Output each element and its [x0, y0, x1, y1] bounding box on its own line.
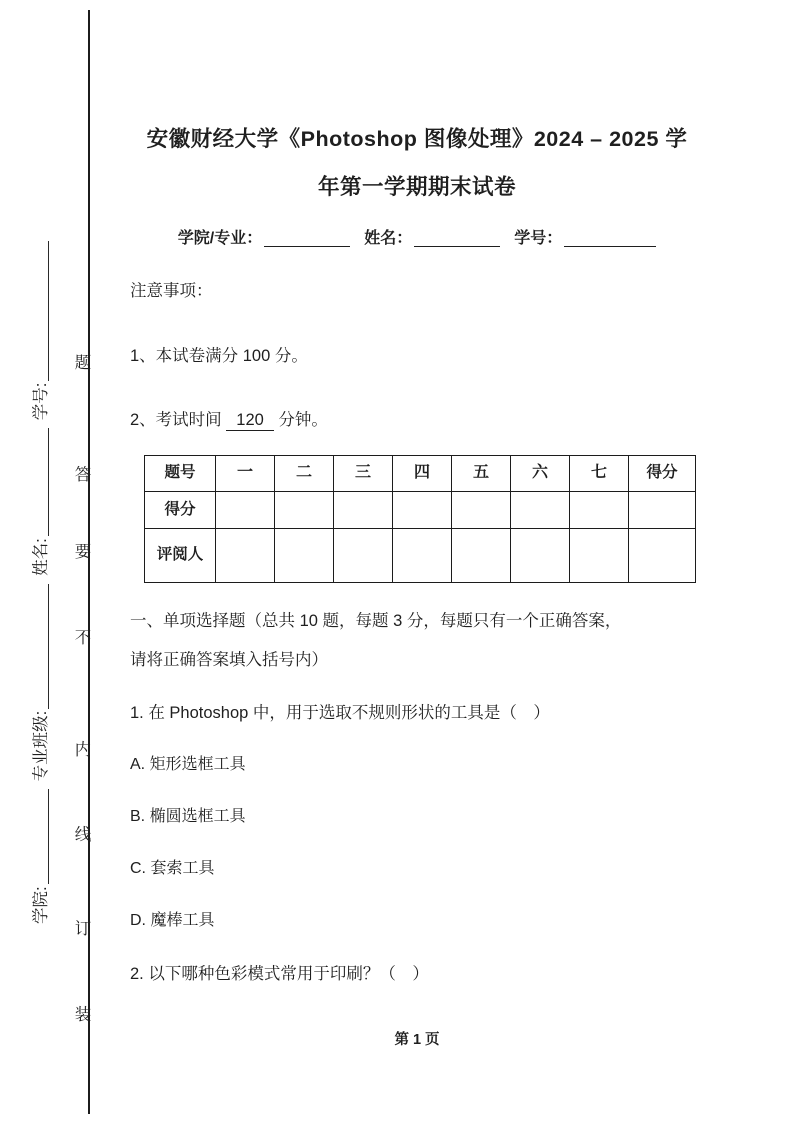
- vertical-field-blank: [32, 428, 49, 536]
- vertical-field-label: 姓名:: [32, 538, 50, 576]
- vertical-field-major-class: [27, 580, 51, 782]
- info-field-college-major: [178, 230, 350, 247]
- score-cell: [334, 491, 393, 528]
- notice-item-2: [130, 412, 704, 431]
- binding-rule-line: [88, 10, 90, 1114]
- score-cell: [393, 491, 452, 528]
- exam-body: [130, 126, 704, 1047]
- score-table-row-score: [145, 491, 696, 528]
- binding-char: 订: [74, 920, 92, 938]
- score-cell: [570, 491, 629, 528]
- info-field-label: 姓名：: [364, 230, 413, 247]
- binding-char: 要: [74, 543, 92, 561]
- score-row-label: 得分: [145, 491, 216, 528]
- score-cell: [216, 528, 275, 582]
- score-cell: [216, 491, 275, 528]
- info-field-blank: [414, 230, 500, 247]
- vertical-field-blank: [32, 584, 49, 709]
- binding-char: 装: [74, 1006, 92, 1024]
- info-field-name: [364, 230, 500, 247]
- page-number: 第 1 页: [394, 1031, 440, 1048]
- score-table-header-cell: 一: [216, 455, 275, 491]
- score-cell: [511, 528, 570, 582]
- question-1-option-c: C. 套索工具: [130, 860, 215, 877]
- binding-char: 答: [74, 466, 92, 484]
- question-2: 2. 以下哪种色彩模式常用于印刷？（ ）: [130, 965, 429, 983]
- vertical-field-student-id: [27, 237, 51, 421]
- score-table-header-cell: 得分: [629, 455, 696, 491]
- notice-heading: 注意事项：: [130, 282, 213, 300]
- score-cell: [629, 491, 696, 528]
- vertical-field-blank: [32, 789, 49, 884]
- section1-heading-line1: 一、单项选择题（总共 10 题，每题 3 分，每题只有一个正确答案，: [130, 611, 622, 630]
- score-table: [144, 455, 696, 583]
- vertical-field-name: [27, 424, 51, 576]
- question-1: 1. 在 Photoshop 中，用于选取不规则形状的工具是（ ）: [130, 703, 550, 722]
- notice-item-1: 1、本试卷满分 100 分。: [130, 346, 308, 365]
- grader-row-label: 评阅人: [145, 528, 216, 582]
- vertical-field-college: [27, 785, 51, 924]
- notice-item-2-post: 分钟。: [278, 411, 328, 429]
- score-cell: [511, 491, 570, 528]
- question-1-option-d: D. 魔棒工具: [130, 912, 215, 929]
- binding-char: 不: [74, 629, 92, 647]
- vertical-field-label: 学号:: [32, 382, 50, 421]
- score-cell: [334, 528, 393, 582]
- vertical-field-blank: [32, 241, 49, 381]
- score-table-header-cell: 题号: [145, 455, 216, 491]
- question-1-option-a: A. 矩形选框工具: [130, 756, 246, 773]
- binding-char: 线: [74, 826, 92, 844]
- score-table-header-cell: 五: [452, 455, 511, 491]
- score-table-header-cell: 六: [511, 455, 570, 491]
- section1-heading: [130, 613, 704, 669]
- info-field-label: 学号：: [514, 230, 563, 247]
- vertical-field-label: 专业班级:: [32, 710, 50, 782]
- section1-heading-line2: 请将正确答案填入括号内）: [130, 650, 328, 669]
- score-cell: [452, 491, 511, 528]
- score-cell: [629, 528, 696, 582]
- score-cell: [570, 528, 629, 582]
- student-info-row: [130, 230, 704, 247]
- score-cell: [275, 491, 334, 528]
- info-field-label: 学院/专业：: [177, 230, 263, 247]
- score-table-row-grader: [145, 528, 696, 582]
- exam-title-line2: 年第一学期期末试卷: [317, 175, 516, 199]
- score-table-header-row: [145, 455, 696, 491]
- score-table-header-cell: 二: [275, 455, 334, 491]
- score-table-header-cell: 三: [334, 455, 393, 491]
- binding-char: 内: [74, 741, 92, 759]
- exam-duration-underlined: 120: [226, 412, 274, 431]
- info-field-blank: [564, 230, 656, 247]
- info-field-student-id: [514, 230, 656, 247]
- vertical-field-label: 学院:: [32, 886, 50, 924]
- score-cell: [393, 528, 452, 582]
- vertical-student-info: [26, 112, 52, 924]
- score-table-header-cell: 四: [393, 455, 452, 491]
- score-table-header-cell: 七: [570, 455, 629, 491]
- question-1-option-b: B. 椭圆选框工具: [130, 808, 246, 825]
- binding-char: 题: [74, 354, 92, 372]
- score-cell: [275, 528, 334, 582]
- info-field-blank: [264, 230, 350, 247]
- score-cell: [452, 528, 511, 582]
- notice-item-2-pre: 2、考试时间: [130, 411, 222, 429]
- exam-title-line1: 安徽财经大学《Photoshop 图像处理》2024 – 2025 学: [146, 127, 688, 151]
